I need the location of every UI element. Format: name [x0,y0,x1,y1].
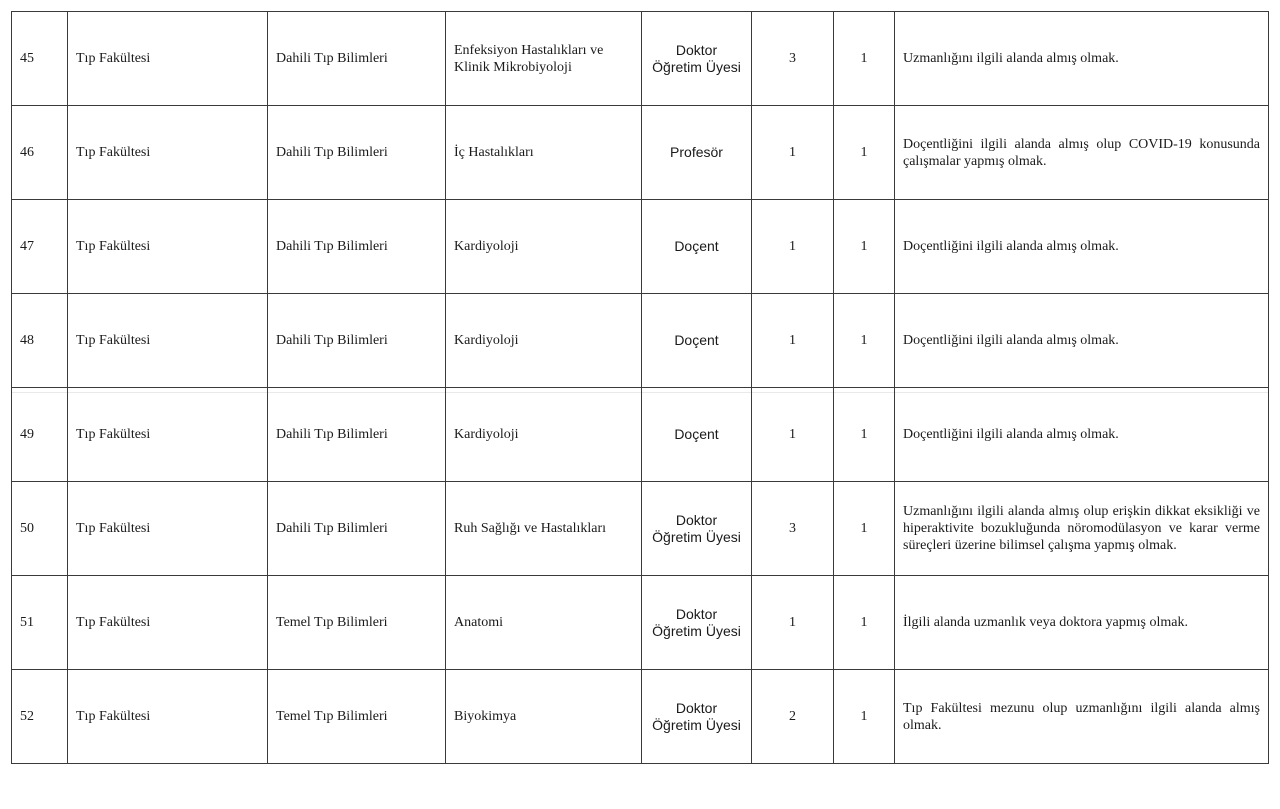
grade-cell: 1 [752,294,834,388]
table-row [12,106,1269,200]
count-cell: 1 [834,12,895,106]
department-cell: Temel Tıp Bilimleri [268,670,446,764]
title-line: Doçent [674,238,719,254]
title-line: Öğretim Üyesi [652,58,741,75]
title-cell [642,576,752,670]
requirement-cell: Tıp Fakültesi mezunu olup uzmanlığını ilgili alanda almış olmak. [895,670,1269,764]
faculty-cell: Tıp Fakültesi [68,12,268,106]
row-number-cell: 49 [12,388,68,482]
table-row [12,200,1269,294]
title-cell [642,200,752,294]
discipline-cell: Biyokimya [446,670,642,764]
row-number-cell: 45 [12,12,68,106]
requirement-cell: İlgili alanda uzmanlık veya doktora yapmış olmak. [895,576,1269,670]
title-line: Profesör [670,144,723,160]
title-line: Doktor [675,605,718,622]
count-cell: 1 [834,294,895,388]
faculty-cell: Tıp Fakültesi [68,670,268,764]
title-cell [642,388,752,482]
row-number-cell: 47 [12,200,68,294]
row-number-cell: 51 [12,576,68,670]
title-line: Öğretim Üyesi [652,622,741,639]
count-cell: 1 [834,200,895,294]
discipline-cell: Kardiyoloji [446,200,642,294]
count-cell: 1 [834,388,895,482]
table-row [12,294,1269,388]
grade-cell: 1 [752,200,834,294]
discipline-cell: Ruh Sağlığı ve Hastalıkları [446,482,642,576]
grade-cell: 3 [752,12,834,106]
requirement-cell: Uzmanlığını ilgili alanda almış olmak. [895,12,1269,106]
faculty-cell: Tıp Fakültesi [68,106,268,200]
grade-cell: 2 [752,670,834,764]
table-row [12,576,1269,670]
requirement-cell: Doçentliğini ilgili alanda almış olmak. [895,294,1269,388]
discipline-cell: Kardiyoloji [446,294,642,388]
row-number-cell: 52 [12,670,68,764]
count-cell: 1 [834,482,895,576]
title-line: Öğretim Üyesi [652,528,741,545]
table-row [12,482,1269,576]
department-cell: Temel Tıp Bilimleri [268,576,446,670]
faculty-cell: Tıp Fakültesi [68,388,268,482]
row-number-cell: 50 [12,482,68,576]
title-line: Doktor [675,511,718,528]
title-cell [642,106,752,200]
table-row [12,12,1269,106]
faculty-cell: Tıp Fakültesi [68,294,268,388]
department-cell: Dahili Tıp Bilimleri [268,106,446,200]
discipline-cell: Anatomi [446,576,642,670]
count-cell: 1 [834,576,895,670]
count-cell: 1 [834,670,895,764]
position-table [11,11,1269,764]
title-cell [642,670,752,764]
grade-cell: 1 [752,576,834,670]
faculty-cell: Tıp Fakültesi [68,576,268,670]
count-cell: 1 [834,106,895,200]
table-row [12,388,1269,482]
title-cell [642,12,752,106]
table-row [12,670,1269,764]
title-line: Doçent [674,426,719,442]
department-cell: Dahili Tıp Bilimleri [268,388,446,482]
row-number-cell: 46 [12,106,68,200]
requirement-cell: Doçentliğini ilgili alanda almış olup COVID-19 konusunda çalışmalar yapmış olmak. [895,106,1269,200]
title-line: Doktor [675,41,718,58]
discipline-cell: Enfeksiyon Hastalıkları ve Klinik Mikrobiyoloji [446,12,642,106]
discipline-cell: İç Hastalıkları [446,106,642,200]
title-line: Öğretim Üyesi [652,716,741,733]
grade-cell: 1 [752,388,834,482]
requirement-cell: Doçentliğini ilgili alanda almış olmak. [895,200,1269,294]
title-cell [642,294,752,388]
title-line: Doçent [674,332,719,348]
department-cell: Dahili Tıp Bilimleri [268,200,446,294]
grade-cell: 3 [752,482,834,576]
discipline-cell: Kardiyoloji [446,388,642,482]
faculty-cell: Tıp Fakültesi [68,482,268,576]
faculty-cell: Tıp Fakültesi [68,200,268,294]
row-number-cell: 48 [12,294,68,388]
title-line: Doktor [675,699,718,716]
requirement-cell: Uzmanlığını ilgili alanda almış olup erişkin dikkat eksikliği ve hiperaktivite bozukluğunda nöromodülasyon ve karar verme süreçleri üzerine bilimsel çalışma yapmış olmak. [895,482,1269,576]
grade-cell: 1 [752,106,834,200]
department-cell: Dahili Tıp Bilimleri [268,482,446,576]
title-cell [642,482,752,576]
requirement-cell: Doçentliğini ilgili alanda almış olmak. [895,388,1269,482]
department-cell: Dahili Tıp Bilimleri [268,294,446,388]
department-cell: Dahili Tıp Bilimleri [268,12,446,106]
